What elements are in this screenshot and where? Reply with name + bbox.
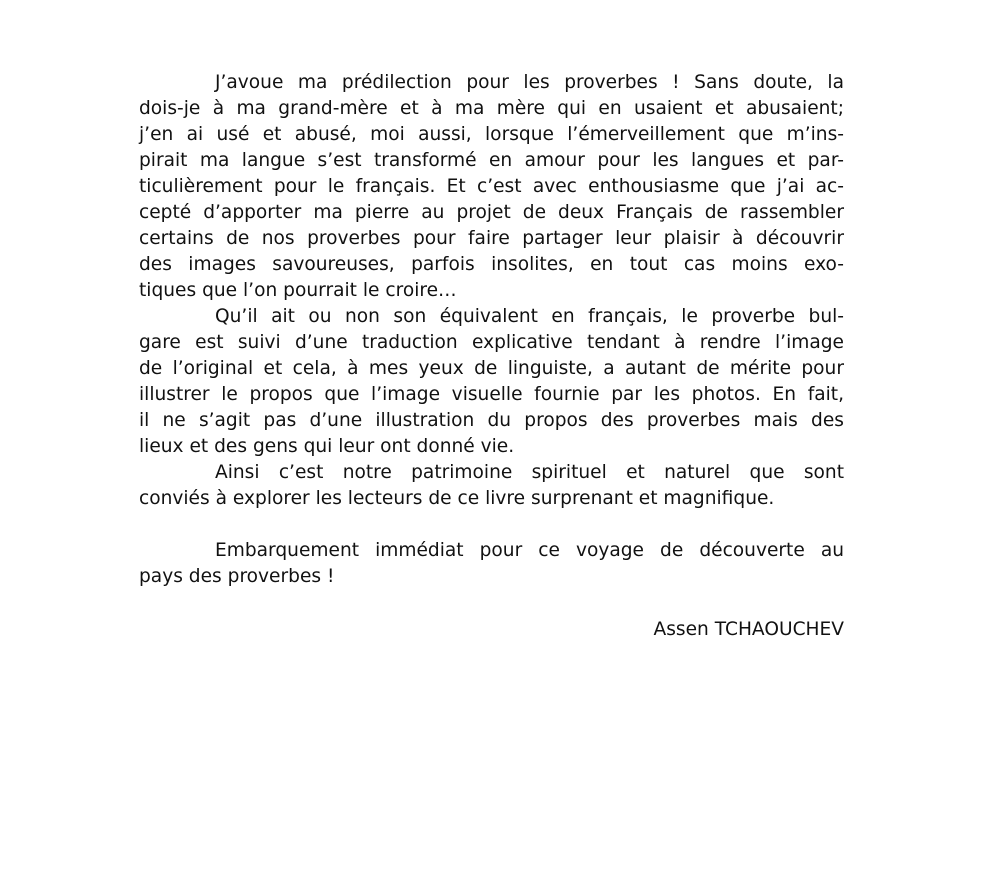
text-line: conviés à explorer les lecteurs de ce livre surprenant et magnifique. [139, 488, 775, 509]
text-line: illustrer le propos que l’image visuelle fournie par les photos. En fait, [139, 384, 844, 405]
text-line: certains de nos proverbes pour faire partager leur plaisir à découvrir [139, 228, 844, 249]
text-line: Embarquement immédiat pour ce voyage de découverte au [215, 540, 844, 561]
document-page [139, 70, 844, 643]
text-line: Ainsi c’est notre patrimoine spirituel et naturel que sont [215, 462, 844, 483]
text-line: pirait ma langue s’est transformé en amour pour les langues et par- [139, 150, 844, 171]
paragraph-4 [139, 538, 844, 590]
text-line: dois-je à ma grand-mère et à ma mère qui en usaient et abusaient; [139, 98, 844, 119]
text-line: des images savoureuses, parfois insolites, en tout cas moins exo- [139, 254, 844, 275]
text-line: il ne s’agit pas d’une illustration du propos des proverbes mais des [139, 410, 844, 431]
text-line: pays des proverbes ! [139, 566, 335, 587]
text-line: j’en ai usé et abusé, moi aussi, lorsque l’émerveillement que m’ins- [139, 124, 844, 145]
text-line: J’avoue ma prédilection pour les proverbes ! Sans doute, la [215, 72, 844, 93]
text-line: ticulièrement pour le français. Et c’est avec enthousiasme que j’ai ac- [139, 176, 844, 197]
text-line: cepté d’apporter ma pierre au projet de deux Français de rassembler [139, 202, 844, 223]
text-line: gare est suivi d’une traduction explicative tendant à rendre l’image [139, 332, 844, 353]
text-line: de l’original et cela, à mes yeux de linguiste, a autant de mérite pour [139, 358, 844, 379]
author-signature: Assen TCHAOUCHEV [653, 619, 844, 640]
paragraph-1 [139, 70, 844, 304]
paragraph-2 [139, 304, 844, 460]
text-line: Qu’il ait ou non son équivalent en français, le proverbe bul- [215, 306, 844, 327]
paragraph-spacer [139, 512, 844, 538]
paragraph-3 [139, 460, 844, 512]
text-line: lieux et des gens qui leur ont donné vie. [139, 436, 515, 457]
text-line: tiques que l’on pourrait le croire… [139, 280, 457, 301]
